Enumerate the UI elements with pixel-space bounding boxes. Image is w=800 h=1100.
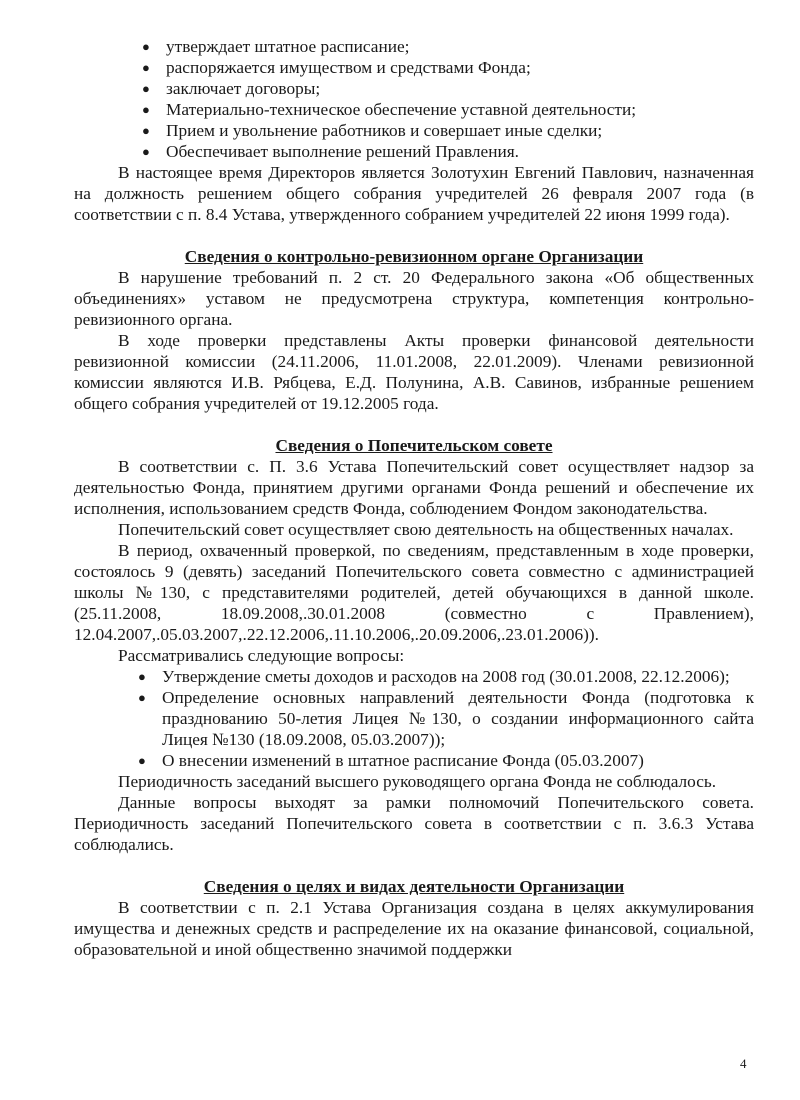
bullet-icon: ● <box>142 39 150 54</box>
trustee-paragraph: Попечительский совет осуществляет свою деятельность на общественных началах. <box>118 520 734 539</box>
document-body <box>74 36 754 960</box>
trustee-section-heading: Сведения о Попечительском совете <box>275 436 553 455</box>
bullet-icon: ● <box>138 753 146 768</box>
bullet-icon: ● <box>142 60 150 75</box>
list-item: ● Определение основных направлений деятельности Фонда (подготовка к празднованию 50-летия Лицея №130, о создании информационного сайта Лицея №130 (18.09.2008, 05.03.2007)); <box>138 688 754 749</box>
audit-paragraph: В нарушение требований п. 2 ст. 20 Федерального закона «Об общественных объединениях» уставом не предусмотрена структура, компетенция контрольно-ревизионного органа. <box>74 268 754 329</box>
goals-section-heading: Сведения о целях и видах деятельности Организации <box>203 877 625 896</box>
list-item: ● заключает договоры; <box>142 79 321 98</box>
list-item: ● Утверждение сметы доходов и расходов на 2008 год (30.01.2008, 22.12.2006); <box>138 667 730 686</box>
list-item: ● распоряжается имуществом и средствами Фонда; <box>142 58 531 77</box>
trustee-paragraph: В период, охваченный проверкой, по сведениям, представленным в ходе проверки, состоялось 9 (девять) заседаний Попечительского совета совместно с администрацией школы №130, с представителями родителей, детей обучающихся в данной школе. (25.11.2008, 18.09.2008,.30.01.2008 (совместно с Правлением), 12.04.2007,.05.03.2007,.22.12.2006,.11.10.2006,.20.09.2006,.23.01.2006)). <box>74 541 754 644</box>
goals-paragraph: В соответствии с п. 2.1 Устава Организация создана в целях аккумулирования имущества и денежных средств и распределение их на оказание финансовой, социальной, образовательной и иной общественно значимой поддержки <box>74 898 754 959</box>
bullet-icon: ● <box>142 81 150 96</box>
trustee-paragraph: В соответствии с. П. 3.6 Устава Попечительский совет осуществляет надзор за деятельностью Фонда, принятием другими органами Фонда решений и обеспечение их исполнения, использованием средств Фонда, соблюдением Фондом законодательства. <box>74 457 754 518</box>
list-item: ● О внесении изменений в штатное расписание Фонда (05.03.2007) <box>138 751 644 770</box>
bullet-icon: ● <box>138 669 146 684</box>
list-item: ● Обеспечивает выполнение решений Правления. <box>142 142 519 161</box>
page-number: 4 <box>740 1056 747 1071</box>
list-item: ● утверждает штатное расписание; <box>142 37 410 56</box>
trustee-paragraph: Периодичность заседаний высшего руководящего органа Фонда не соблюдалось. <box>118 772 717 791</box>
bullet-icon: ● <box>142 144 150 159</box>
director-paragraph: В настоящее время Директоров является Золотухин Евгений Павлович, назначенная на должность решением общего собрания учредителей 26 февраля 2007 года (в соответствии с п. 8.4 Устава, утвержденного собранием учредителей 22 июня 1999 года). <box>74 163 754 224</box>
trustee-issues-list <box>74 666 754 771</box>
audit-section-heading: Сведения о контрольно-ревизионном органе Организации <box>184 247 644 266</box>
bullet-icon: ● <box>138 690 146 705</box>
list-item: ● Материально-техническое обеспечение уставной деятельности; <box>142 100 637 119</box>
trustee-paragraph: Рассматривались следующие вопросы: <box>118 646 405 665</box>
bullet-icon: ● <box>142 102 150 117</box>
list-item: ● Прием и увольнение работников и совершает иные сделки; <box>142 121 603 140</box>
director-duties-list <box>74 36 754 162</box>
trustee-paragraph: Данные вопросы выходят за рамки полномочий Попечительского совета. Периодичность заседаний Попечительского совета в соответствии с п. 3.6.3 Устава соблюдались. <box>74 793 754 854</box>
audit-paragraph: В ходе проверки представлены Акты проверки финансовой деятельности ревизионной комиссии (24.11.2006, 11.01.2008, 22.01.2009). Членами ревизионной комиссии являются И.В. Рябцева, Е.Д. Полунина, А.В. Савинов, избранные решением общего собрания учредителей от 19.12.2005 года. <box>74 331 754 413</box>
bullet-icon: ● <box>142 123 150 138</box>
